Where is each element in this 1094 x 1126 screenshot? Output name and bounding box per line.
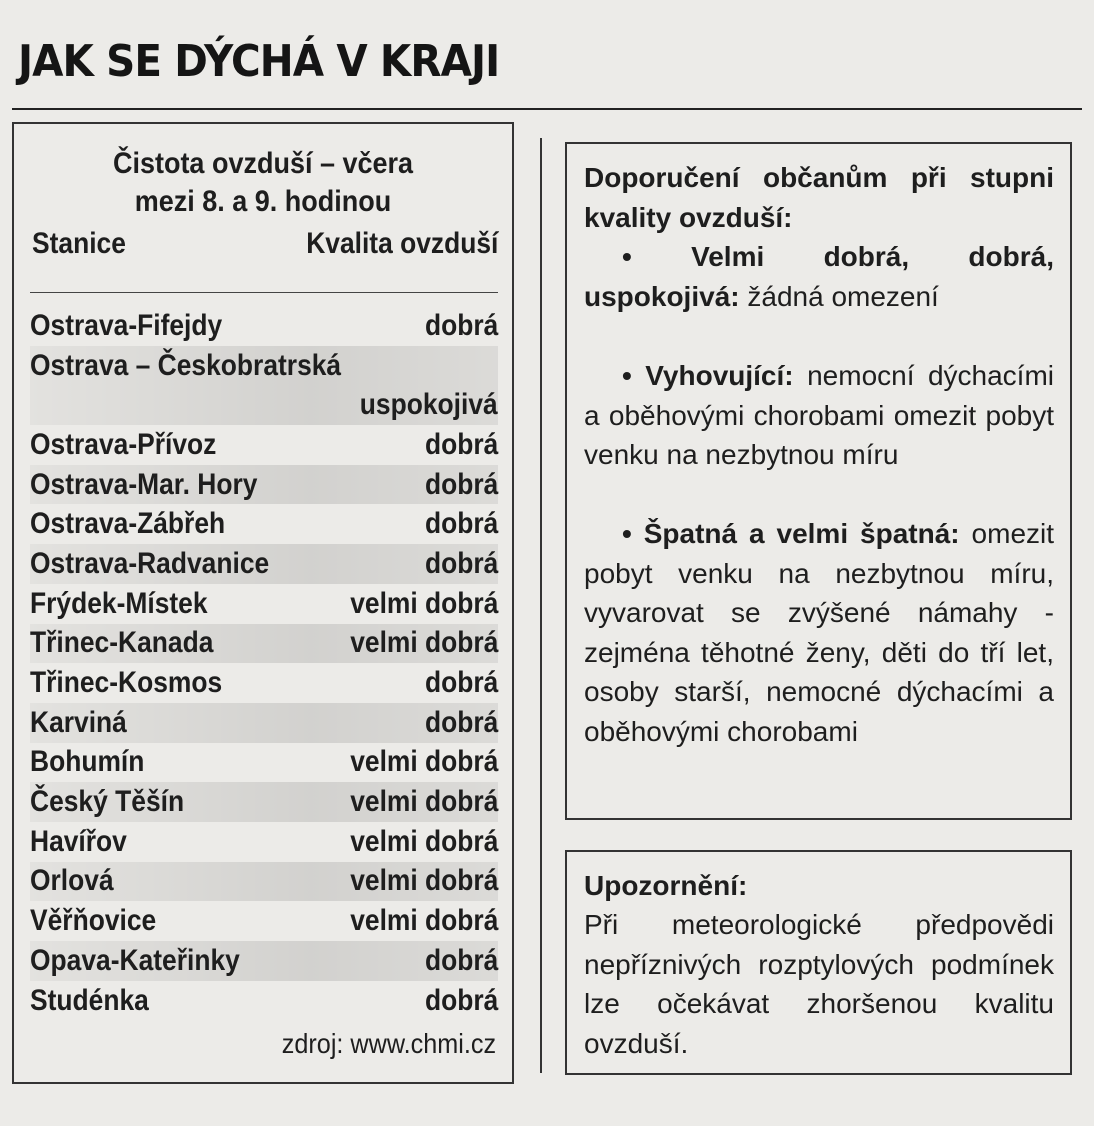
table-row	[30, 306, 498, 346]
quality-value: velmi dobrá	[349, 824, 498, 858]
quality-value: dobrá	[424, 983, 498, 1017]
quality-value: dobrá	[424, 467, 498, 501]
table-row	[30, 822, 498, 862]
recommendation-text: nemocní dýchacími a oběhovými chorobami omezit pobyt venku na nezbytnou míru	[584, 360, 1054, 470]
source-note: zdroj: www.chmi.cz	[281, 1028, 496, 1059]
table-row	[30, 624, 498, 664]
station-list	[30, 306, 498, 1020]
table-row	[30, 901, 498, 941]
quality-value: velmi dobrá	[349, 785, 498, 819]
warning-title: Upozornění:	[584, 870, 748, 901]
quality-value: velmi dobrá	[349, 904, 498, 938]
quality-value: dobrá	[424, 507, 498, 541]
header-rule	[30, 292, 498, 293]
station-name: Český Těšín	[30, 785, 185, 819]
recommendation-label: • Vyhovující:	[622, 360, 794, 391]
recommendation-item	[584, 356, 1054, 475]
table-row	[30, 544, 498, 584]
station-name: Havířov	[30, 824, 127, 858]
table-row	[30, 346, 498, 425]
quality-value: dobrá	[424, 705, 498, 739]
recommendation-item	[584, 514, 1054, 751]
quality-value: velmi dobrá	[349, 586, 498, 620]
warning-text: Při meteorologické předpovědi nepříznivých rozptylových podmínek lze očekávat zhoršenou kvalitu ovzduší.	[584, 909, 1054, 1059]
table-row	[30, 941, 498, 981]
column-header-quality: Kvalita ovzduší	[305, 227, 498, 260]
table-row	[30, 782, 498, 822]
station-name: Věřňovice	[30, 904, 157, 938]
station-name: Bohumín	[30, 745, 145, 779]
station-name: Ostrava-Fifejdy	[30, 308, 223, 342]
headline: JAK SE DÝCHÁ V KRAJI	[18, 36, 500, 87]
station-name: Ostrava-Přívoz	[30, 427, 217, 461]
table-title	[12, 145, 514, 221]
quality-value: dobrá	[424, 546, 498, 580]
recommendation-item	[584, 237, 1054, 316]
station-name: Karviná	[30, 705, 127, 739]
quality-value: velmi dobrá	[349, 626, 498, 660]
recommendation-text: omezit pobyt venku na nezbytnou míru, vyvarovat se zvýšené námahy - zejména těhotné ženy, děti do tří let, osoby starší, nemocné dýchacími a oběhovými chorobami	[584, 518, 1055, 747]
quality-value: dobrá	[424, 427, 498, 461]
station-name: Ostrava-Mar. Hory	[30, 467, 258, 501]
recommendation-label: • Velmi dobrá, dobrá, uspokojivá:	[584, 241, 1054, 312]
recommendations-title: Doporučení občanům při stupni kvality ovzduší:	[584, 162, 1054, 233]
station-name: Třinec-Kanada	[30, 626, 214, 660]
table-row	[30, 862, 498, 902]
column-divider	[540, 138, 542, 1073]
station-name: Ostrava-Radvanice	[30, 546, 270, 580]
headline-rule	[12, 108, 1082, 110]
table-title-line1: Čistota ovzduší – včera	[112, 147, 414, 180]
station-name: Studénka	[30, 983, 149, 1017]
recommendation-text: žádná omezení	[747, 280, 939, 312]
quality-value: dobrá	[424, 308, 498, 342]
table-title-line2: mezi 8. a 9. hodinou	[134, 185, 392, 218]
quality-value: dobrá	[424, 666, 498, 700]
quality-value: uspokojivá	[360, 388, 498, 422]
station-name: Frýdek-Místek	[30, 586, 208, 620]
table-row	[30, 584, 498, 624]
table-row	[30, 504, 498, 544]
table-row	[30, 663, 498, 703]
quality-value: dobrá	[424, 943, 498, 977]
table-row	[30, 465, 498, 505]
table-row	[30, 425, 498, 465]
station-name: Ostrava – Českobratrská	[30, 348, 342, 382]
recommendation-label: • Špatná a velmi špatná:	[622, 518, 960, 549]
quality-value: velmi dobrá	[349, 864, 498, 898]
table-row	[30, 981, 498, 1021]
table-row	[30, 743, 498, 783]
station-name: Opava-Kateřinky	[30, 943, 240, 977]
station-name: Třinec-Kosmos	[30, 666, 223, 700]
table-row	[30, 703, 498, 743]
station-name: Ostrava-Zábřeh	[30, 507, 226, 541]
column-header-station: Stanice	[32, 227, 126, 260]
station-name: Orlová	[30, 864, 114, 898]
quality-value: velmi dobrá	[349, 745, 498, 779]
